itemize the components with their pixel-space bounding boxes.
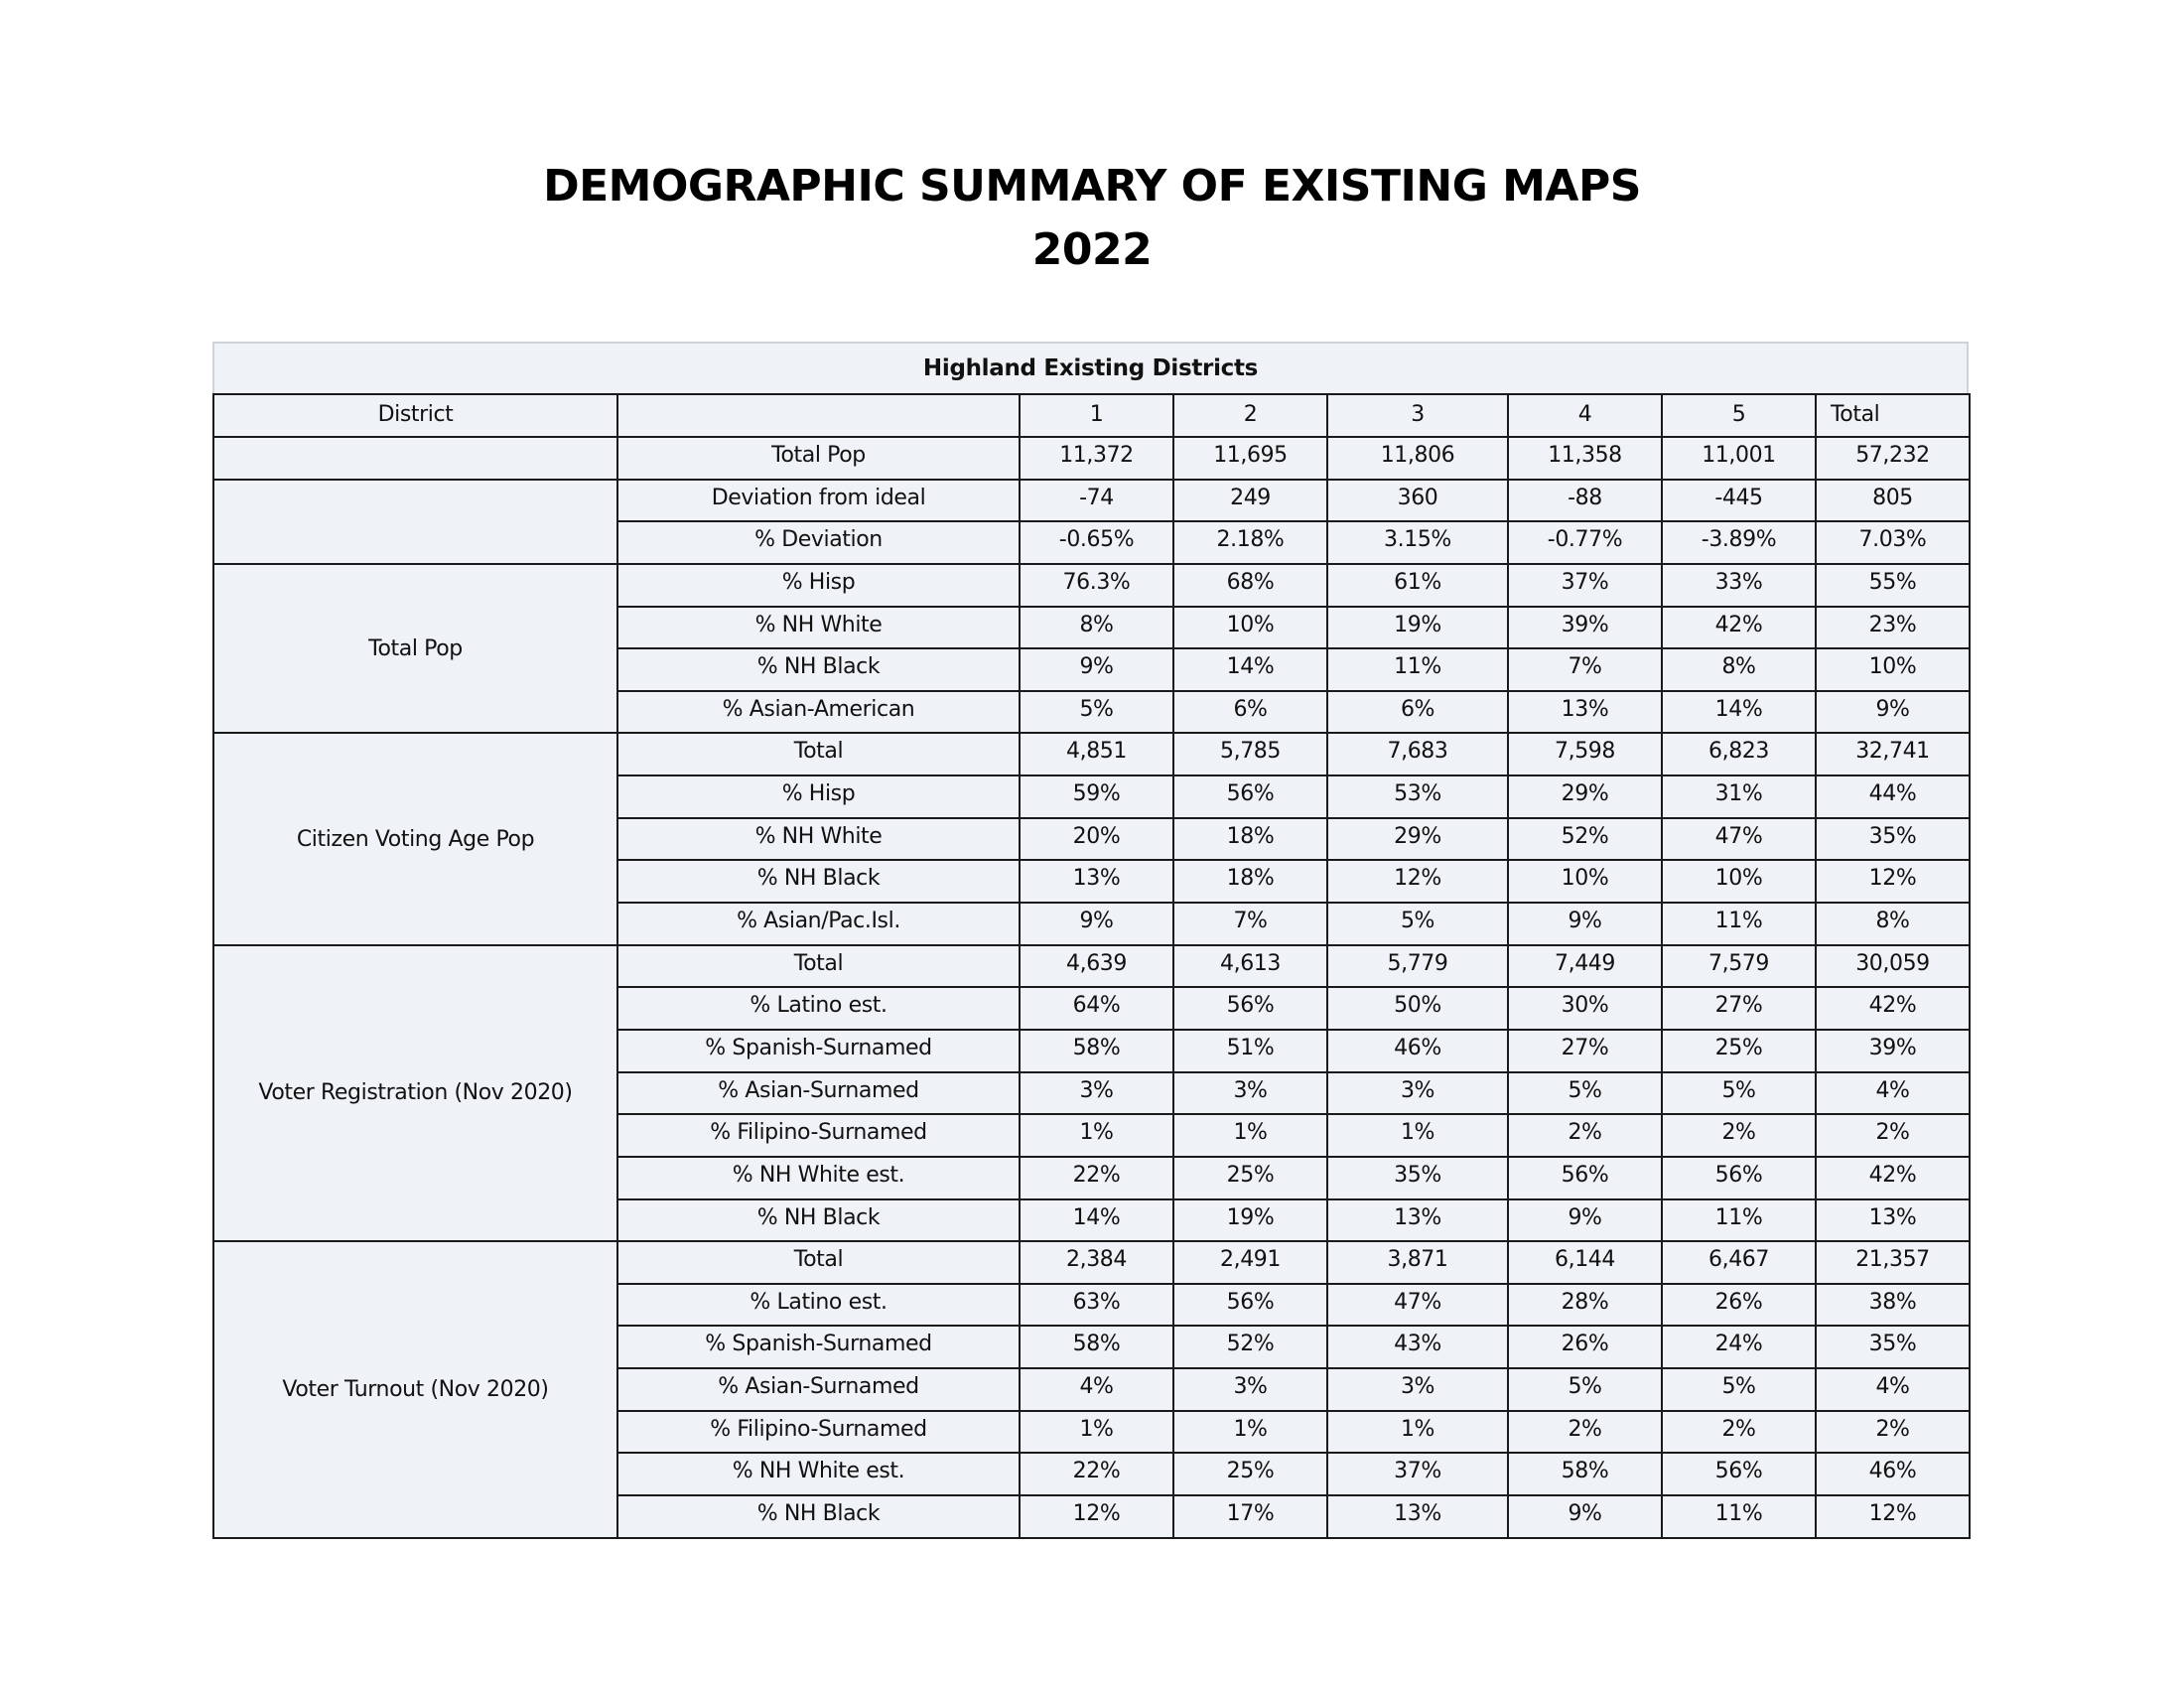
cell-district-3: 3% (1327, 1072, 1508, 1115)
cell-district-1: -0.65% (1020, 521, 1173, 564)
cell-district-3: 5,779 (1327, 945, 1508, 988)
cell-district-2: 2.18% (1173, 521, 1327, 564)
cell-district-1: 13% (1020, 860, 1173, 903)
cell-district-2: 56% (1173, 987, 1327, 1030)
cell-district-1: 58% (1020, 1326, 1173, 1368)
cell-district-1: 14% (1020, 1199, 1173, 1242)
cell-district-5: 11,001 (1662, 437, 1816, 480)
cell-district-5: 10% (1662, 860, 1816, 903)
row-metric-label: % Filipino-Surnamed (617, 1114, 1020, 1157)
row-metric-label: % Latino est. (617, 1284, 1020, 1327)
cell-district-2: 2,491 (1173, 1241, 1327, 1284)
row-metric-label: Total (617, 945, 1020, 988)
cell-district-4: 9% (1508, 1495, 1662, 1538)
cell-district-5: -445 (1662, 480, 1816, 522)
cell-district-5: 8% (1662, 648, 1816, 691)
cell-district-4: 6,144 (1508, 1241, 1662, 1284)
cell-district-1: 9% (1020, 903, 1173, 945)
row-group-label: Voter Turnout (Nov 2020) (213, 1241, 617, 1537)
cell-total: 8% (1816, 903, 1970, 945)
cell-district-4: 9% (1508, 1199, 1662, 1242)
row-metric-label: % Asian/Pac.Isl. (617, 903, 1020, 945)
cell-district-3: 12% (1327, 860, 1508, 903)
cell-district-3: 43% (1327, 1326, 1508, 1368)
cell-total: 46% (1816, 1453, 1970, 1495)
cell-district-4: 27% (1508, 1030, 1662, 1072)
row-metric-label: Total (617, 1241, 1020, 1284)
cell-total: 57,232 (1816, 437, 1970, 480)
cell-district-5: 31% (1662, 775, 1816, 818)
cell-district-2: 52% (1173, 1326, 1327, 1368)
row-metric-label: Deviation from ideal (617, 480, 1020, 522)
cell-total: 44% (1816, 775, 1970, 818)
cell-district-3: 1% (1327, 1411, 1508, 1454)
row-metric-label: % NH Black (617, 1199, 1020, 1242)
document-year: 2022 (1031, 224, 1153, 275)
cell-district-3: 6% (1327, 691, 1508, 734)
cell-district-5: 11% (1662, 1495, 1816, 1538)
row-metric-label: % Asian-Surnamed (617, 1368, 1020, 1411)
row-metric-label: % Hisp (617, 564, 1020, 607)
cell-district-2: 249 (1173, 480, 1327, 522)
cell-district-5: 25% (1662, 1030, 1816, 1072)
cell-district-4: 13% (1508, 691, 1662, 734)
cell-total: 4% (1816, 1368, 1970, 1411)
header-district-2: 2 (1173, 394, 1327, 437)
cell-district-4: 5% (1508, 1072, 1662, 1115)
cell-district-2: 11,695 (1173, 437, 1327, 480)
cell-district-3: 61% (1327, 564, 1508, 607)
row-metric-label: % NH White (617, 818, 1020, 861)
row-group-label: Voter Registration (Nov 2020) (213, 945, 617, 1241)
cell-district-5: 56% (1662, 1453, 1816, 1495)
row-metric-label: Total (617, 733, 1020, 775)
cell-total: 42% (1816, 1157, 1970, 1199)
cell-district-5: 47% (1662, 818, 1816, 861)
row-metric-label: % Latino est. (617, 987, 1020, 1030)
cell-district-4: 2% (1508, 1114, 1662, 1157)
cell-district-1: 9% (1020, 648, 1173, 691)
cell-district-4: 58% (1508, 1453, 1662, 1495)
cell-district-5: 6,467 (1662, 1241, 1816, 1284)
cell-district-1: 22% (1020, 1157, 1173, 1199)
cell-district-5: 2% (1662, 1411, 1816, 1454)
cell-district-2: 25% (1173, 1453, 1327, 1495)
cell-district-1: 12% (1020, 1495, 1173, 1538)
cell-district-1: 76.3% (1020, 564, 1173, 607)
cell-district-1: 5% (1020, 691, 1173, 734)
cell-district-4: 29% (1508, 775, 1662, 818)
header-district-5: 5 (1662, 394, 1816, 437)
cell-district-1: 1% (1020, 1114, 1173, 1157)
cell-district-1: 4,851 (1020, 733, 1173, 775)
cell-district-1: 11,372 (1020, 437, 1173, 480)
cell-total: 2% (1816, 1411, 1970, 1454)
cell-total: 12% (1816, 860, 1970, 903)
cell-district-2: 7% (1173, 903, 1327, 945)
cell-district-1: 22% (1020, 1453, 1173, 1495)
row-metric-label: % Spanish-Surnamed (617, 1030, 1020, 1072)
cell-district-3: 7,683 (1327, 733, 1508, 775)
row-metric-label: % NH Black (617, 860, 1020, 903)
row-metric-label: Total Pop (617, 437, 1020, 480)
row-group-label (213, 437, 617, 480)
row-group-label: Citizen Voting Age Pop (213, 733, 617, 944)
cell-district-2: 5,785 (1173, 733, 1327, 775)
cell-total: 39% (1816, 1030, 1970, 1072)
row-metric-label: % Asian-American (617, 691, 1020, 734)
header-district-4: 4 (1508, 394, 1662, 437)
cell-district-3: 11% (1327, 648, 1508, 691)
cell-district-5: 7,579 (1662, 945, 1816, 988)
cell-district-2: 1% (1173, 1411, 1327, 1454)
cell-district-3: 19% (1327, 607, 1508, 649)
cell-district-5: 26% (1662, 1284, 1816, 1327)
row-group-label (213, 480, 617, 564)
row-metric-label: % NH Black (617, 648, 1020, 691)
cell-district-3: 3.15% (1327, 521, 1508, 564)
table-row (213, 437, 1970, 480)
cell-district-3: 35% (1327, 1157, 1508, 1199)
cell-district-2: 10% (1173, 607, 1327, 649)
cell-district-2: 51% (1173, 1030, 1327, 1072)
header-total: Total (1816, 394, 1970, 437)
cell-district-3: 3,871 (1327, 1241, 1508, 1284)
header-district-1: 1 (1020, 394, 1173, 437)
cell-total: 10% (1816, 648, 1970, 691)
cell-district-5: 14% (1662, 691, 1816, 734)
cell-district-5: 42% (1662, 607, 1816, 649)
cell-district-3: 360 (1327, 480, 1508, 522)
cell-district-4: 11,358 (1508, 437, 1662, 480)
cell-district-5: 24% (1662, 1326, 1816, 1368)
cell-district-1: 4% (1020, 1368, 1173, 1411)
cell-district-2: 6% (1173, 691, 1327, 734)
cell-district-5: 2% (1662, 1114, 1816, 1157)
cell-district-2: 1% (1173, 1114, 1327, 1157)
row-metric-label: % Hisp (617, 775, 1020, 818)
row-metric-label: % Filipino-Surnamed (617, 1411, 1020, 1454)
cell-district-4: 37% (1508, 564, 1662, 607)
cell-district-3: 37% (1327, 1453, 1508, 1495)
cell-district-5: 6,823 (1662, 733, 1816, 775)
cell-district-4: 7,598 (1508, 733, 1662, 775)
table-row (213, 564, 1970, 607)
cell-district-2: 17% (1173, 1495, 1327, 1538)
header-metric (617, 394, 1020, 437)
cell-district-3: 50% (1327, 987, 1508, 1030)
header-district: District (213, 394, 617, 437)
cell-total: 32,741 (1816, 733, 1970, 775)
cell-district-4: 9% (1508, 903, 1662, 945)
cell-district-1: 2,384 (1020, 1241, 1173, 1284)
cell-district-1: 1% (1020, 1411, 1173, 1454)
cell-total: 38% (1816, 1284, 1970, 1327)
cell-district-4: 52% (1508, 818, 1662, 861)
cell-total: 2% (1816, 1114, 1970, 1157)
cell-total: 7.03% (1816, 521, 1970, 564)
cell-total: 23% (1816, 607, 1970, 649)
cell-district-1: 20% (1020, 818, 1173, 861)
cell-district-5: -3.89% (1662, 521, 1816, 564)
header-row (213, 394, 1970, 437)
cell-district-2: 18% (1173, 818, 1327, 861)
row-metric-label: % Asian-Surnamed (617, 1072, 1020, 1115)
cell-district-2: 14% (1173, 648, 1327, 691)
cell-district-3: 1% (1327, 1114, 1508, 1157)
cell-district-5: 11% (1662, 1199, 1816, 1242)
cell-district-2: 56% (1173, 775, 1327, 818)
cell-total: 13% (1816, 1199, 1970, 1242)
cell-district-3: 29% (1327, 818, 1508, 861)
cell-district-3: 11,806 (1327, 437, 1508, 480)
cell-district-2: 25% (1173, 1157, 1327, 1199)
cell-total: 4% (1816, 1072, 1970, 1115)
cell-total: 42% (1816, 987, 1970, 1030)
cell-district-4: 28% (1508, 1284, 1662, 1327)
cell-district-1: 59% (1020, 775, 1173, 818)
cell-district-3: 47% (1327, 1284, 1508, 1327)
cell-district-1: 58% (1020, 1030, 1173, 1072)
table-caption: Highland Existing Districts (212, 342, 1969, 393)
cell-district-4: 7,449 (1508, 945, 1662, 988)
cell-district-2: 3% (1173, 1368, 1327, 1411)
cell-district-2: 4,613 (1173, 945, 1327, 988)
cell-district-1: 63% (1020, 1284, 1173, 1327)
cell-district-3: 53% (1327, 775, 1508, 818)
table-row (213, 945, 1970, 988)
cell-total: 12% (1816, 1495, 1970, 1538)
table-row (213, 480, 1970, 522)
cell-total: 9% (1816, 691, 1970, 734)
cell-district-1: 64% (1020, 987, 1173, 1030)
cell-district-4: -88 (1508, 480, 1662, 522)
cell-district-3: 13% (1327, 1199, 1508, 1242)
cell-district-4: 56% (1508, 1157, 1662, 1199)
cell-total: 35% (1816, 818, 1970, 861)
cell-district-3: 46% (1327, 1030, 1508, 1072)
cell-district-1: 3% (1020, 1072, 1173, 1115)
cell-district-5: 11% (1662, 903, 1816, 945)
row-metric-label: % Deviation (617, 521, 1020, 564)
cell-district-5: 5% (1662, 1368, 1816, 1411)
row-group-label: Total Pop (213, 564, 617, 734)
cell-district-4: 39% (1508, 607, 1662, 649)
row-metric-label: % NH White est. (617, 1453, 1020, 1495)
cell-district-4: 30% (1508, 987, 1662, 1030)
cell-total: 21,357 (1816, 1241, 1970, 1284)
row-metric-label: % NH White est. (617, 1157, 1020, 1199)
cell-district-2: 19% (1173, 1199, 1327, 1242)
cell-total: 805 (1816, 480, 1970, 522)
cell-district-3: 5% (1327, 903, 1508, 945)
cell-district-5: 27% (1662, 987, 1816, 1030)
cell-district-2: 68% (1173, 564, 1327, 607)
cell-total: 35% (1816, 1326, 1970, 1368)
cell-district-5: 56% (1662, 1157, 1816, 1199)
row-metric-label: % NH Black (617, 1495, 1020, 1538)
cell-district-4: 7% (1508, 648, 1662, 691)
cell-district-3: 3% (1327, 1368, 1508, 1411)
cell-district-2: 3% (1173, 1072, 1327, 1115)
cell-district-4: 10% (1508, 860, 1662, 903)
cell-district-2: 56% (1173, 1284, 1327, 1327)
cell-district-5: 5% (1662, 1072, 1816, 1115)
row-metric-label: % NH White (617, 607, 1020, 649)
cell-district-4: 5% (1508, 1368, 1662, 1411)
cell-district-4: -0.77% (1508, 521, 1662, 564)
cell-district-3: 13% (1327, 1495, 1508, 1538)
cell-district-4: 26% (1508, 1326, 1662, 1368)
document-title: DEMOGRAPHIC SUMMARY OF EXISTING MAPS (543, 161, 1641, 211)
cell-district-4: 2% (1508, 1411, 1662, 1454)
cell-total: 55% (1816, 564, 1970, 607)
table-row (213, 733, 1970, 775)
cell-district-1: -74 (1020, 480, 1173, 522)
cell-district-1: 4,639 (1020, 945, 1173, 988)
cell-district-5: 33% (1662, 564, 1816, 607)
cell-total: 30,059 (1816, 945, 1970, 988)
row-metric-label: % Spanish-Surnamed (617, 1326, 1020, 1368)
demographic-summary-table (212, 393, 1971, 1539)
table-row (213, 1241, 1970, 1284)
cell-district-2: 18% (1173, 860, 1327, 903)
header-district-3: 3 (1327, 394, 1508, 437)
cell-district-1: 8% (1020, 607, 1173, 649)
